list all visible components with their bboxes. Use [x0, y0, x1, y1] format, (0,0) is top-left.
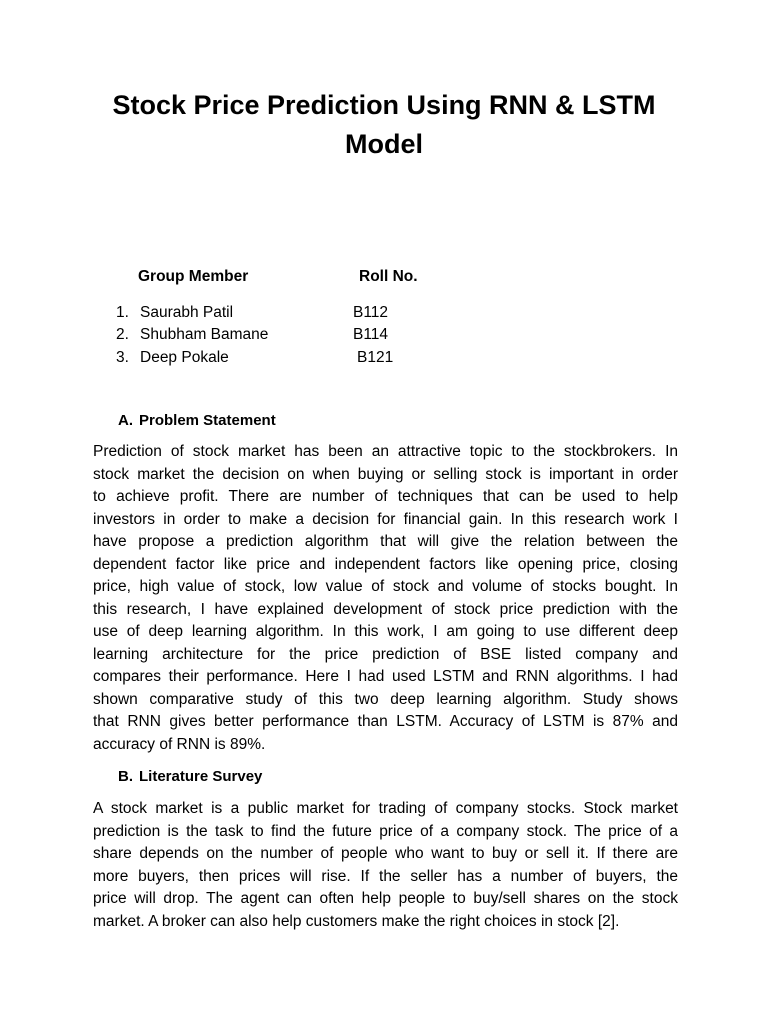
member-roll: B112: [353, 304, 389, 321]
section-letter: A.: [118, 412, 133, 429]
paragraph-line: share depends on the number of people who want to buy or sell it. If there are: [93, 845, 678, 862]
paragraph-line: learning architecture for the price prediction of BSE listed company and: [93, 645, 678, 663]
member-name: Deep Pokale: [140, 349, 229, 366]
paragraph-line: market. A broker can also help customers make the right choices in stock [2].: [93, 912, 620, 930]
section-heading-text: Problem Statement: [139, 412, 276, 429]
literature-survey-paragraph: [93, 798, 678, 933]
document-title: [84, 86, 684, 164]
paragraph-line: Prediction of stock market has been an attractive topic to the stockbrokers. In: [93, 443, 678, 460]
paragraph-line: dependent factor like price and independent factors like opening price, closing: [93, 555, 678, 573]
paragraph-line: compares their performance. Here I had used LSTM and RNN algorithms. I had: [93, 668, 678, 685]
paragraph-line: use of deep learning algorithm. In this work, I am going to use different deep: [93, 623, 678, 640]
paragraph-line: stock market the decision on when buying or selling stock is important in order: [93, 465, 678, 483]
paragraph-line: that RNN gives better performance than LSTM. Accuracy of LSTM is 87% and: [93, 713, 678, 730]
section-heading-problem-statement: [118, 412, 276, 429]
member-row: [0, 326, 768, 348]
problem-statement-paragraph: [93, 441, 678, 756]
title-line-1: Stock Price Prediction Using RNN & LSTM: [112, 90, 656, 120]
paragraph-line: to achieve profit. There are number of techniques that can be used to help: [93, 488, 678, 505]
group-member-header: Group Member: [138, 268, 249, 285]
member-number: 3.: [116, 349, 129, 366]
member-number: 2.: [116, 326, 129, 343]
title-line-2: Model: [345, 129, 423, 159]
paragraph-line: shown comparative study of this two deep learning algorithm. Study shows: [93, 690, 678, 708]
member-roll: B121: [357, 349, 394, 366]
section-heading-literature-survey: [118, 768, 262, 785]
paragraph-line: investors in order to make a decision for financial gain. In this research work I: [93, 510, 678, 528]
paragraph-line: have propose a prediction algorithm that will give the relation between the: [93, 533, 678, 550]
paragraph-line: prediction is the task to find the future price of a company stock. The price of a: [93, 822, 678, 840]
member-row: [0, 304, 768, 326]
member-roll: B114: [353, 326, 389, 343]
paragraph-line: price will drop. The agent can often help people to buy/sell shares on the stock: [93, 890, 678, 907]
member-name: Shubham Bamane: [140, 326, 269, 343]
section-heading-text: Literature Survey: [139, 768, 263, 785]
paragraph-line: A stock market is a public market for trading of company stocks. Stock market: [93, 800, 678, 817]
paragraph-line: more buyers, then prices will rise. If the seller has a number of buyers, the: [93, 867, 678, 885]
paragraph-line: this research, I have explained development of stock price prediction with the: [93, 600, 678, 618]
member-row: [0, 349, 768, 371]
paragraph-line: price, high value of stock, low value of stock and volume of stocks bought. In: [93, 578, 678, 595]
paragraph-line: accuracy of RNN is 89%.: [93, 735, 266, 753]
member-number: 1.: [116, 304, 129, 321]
roll-no-header: Roll No.: [359, 268, 418, 285]
member-name: Saurabh Patil: [140, 304, 234, 321]
section-letter: B.: [118, 768, 133, 785]
